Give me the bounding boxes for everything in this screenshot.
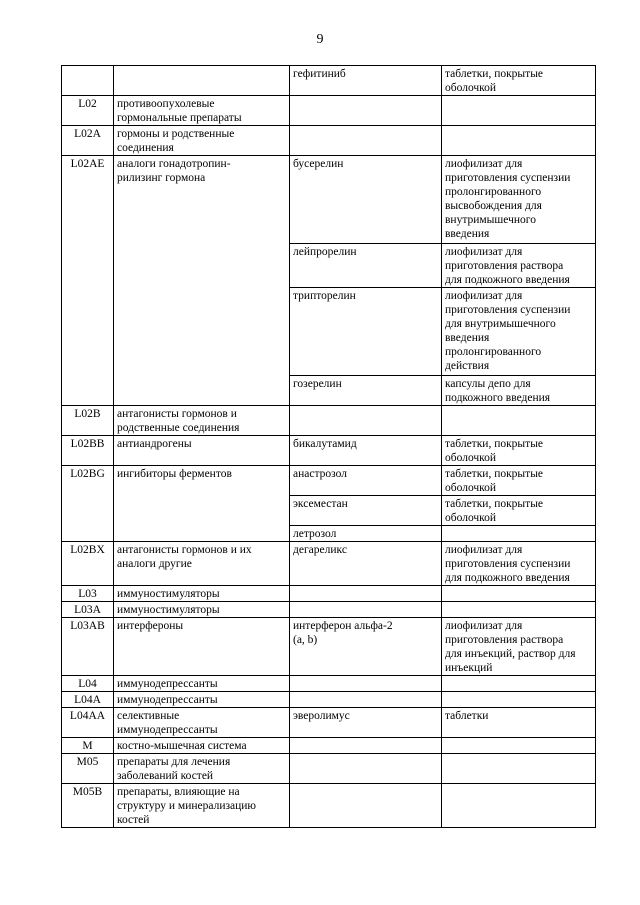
form-cell: лиофилизат для приготовления раствора для подкожного введения <box>442 244 596 288</box>
form-cell <box>442 602 596 618</box>
table-row <box>62 288 596 376</box>
form-cell: таблетки, покрытые оболочкой <box>442 466 596 496</box>
drug-cell: бикалутамид <box>290 436 442 466</box>
drug-table <box>61 65 596 828</box>
form-cell: лиофилизат для приготовления суспензии для внутримышечного введения пролонгированного действия <box>442 288 596 376</box>
code-cell: L03 <box>62 586 114 602</box>
group-cell: противоопухолевые гормональные препараты <box>114 96 290 126</box>
form-cell <box>442 406 596 436</box>
group-cell: антиандрогены <box>114 436 290 466</box>
group-cell: интерфероны <box>114 618 290 676</box>
drug-cell <box>290 676 442 692</box>
code-cell: L02BG <box>62 466 114 496</box>
form-cell: таблетки, покрытые оболочкой <box>442 436 596 466</box>
form-cell: капсулы депо для подкожного введения <box>442 376 596 406</box>
group-cell: иммуностимуляторы <box>114 586 290 602</box>
form-cell <box>442 784 596 828</box>
table-row <box>62 618 596 676</box>
table-row <box>62 692 596 708</box>
group-cell: препараты для лечения заболеваний костей <box>114 754 290 784</box>
form-cell: лиофилизат для приготовления суспензии пролонгированного высвобождения для внутримышечного введения <box>442 156 596 244</box>
group-cell <box>114 376 290 406</box>
drug-cell <box>290 602 442 618</box>
drug-cell <box>290 126 442 156</box>
group-cell: иммуностимуляторы <box>114 602 290 618</box>
drug-cell: гозерелин <box>290 376 442 406</box>
code-cell <box>62 496 114 526</box>
drug-cell: анастрозол <box>290 466 442 496</box>
drug-cell: эверолимус <box>290 708 442 738</box>
code-cell: L02AE <box>62 156 114 244</box>
form-cell <box>442 126 596 156</box>
code-cell: L03A <box>62 602 114 618</box>
group-cell <box>114 288 290 376</box>
drug-cell: эксеместан <box>290 496 442 526</box>
table-row <box>62 126 596 156</box>
form-cell <box>442 692 596 708</box>
code-cell: L02A <box>62 126 114 156</box>
code-cell <box>62 526 114 542</box>
group-cell: антагонисты гормонов и их аналоги другие <box>114 542 290 586</box>
form-cell: лиофилизат для приготовления суспензии для подкожного введения <box>442 542 596 586</box>
form-cell <box>442 754 596 784</box>
table-row <box>62 526 596 542</box>
drug-cell: летрозол <box>290 526 442 542</box>
code-cell <box>62 244 114 288</box>
table-row <box>62 676 596 692</box>
code-cell: L02B <box>62 406 114 436</box>
table-row <box>62 406 596 436</box>
table-row <box>62 466 596 496</box>
code-cell <box>62 66 114 96</box>
table-row <box>62 602 596 618</box>
table-row <box>62 496 596 526</box>
drug-cell: бусерелин <box>290 156 442 244</box>
drug-cell: лейпрорелин <box>290 244 442 288</box>
table-row <box>62 376 596 406</box>
page-number: 9 <box>316 32 324 47</box>
table-row <box>62 244 596 288</box>
drug-cell: гефитиниб <box>290 66 442 96</box>
form-cell <box>442 586 596 602</box>
group-cell <box>114 496 290 526</box>
group-cell <box>114 244 290 288</box>
drug-cell <box>290 406 442 436</box>
table-row <box>62 784 596 828</box>
code-cell: L04 <box>62 676 114 692</box>
drug-cell <box>290 754 442 784</box>
code-cell: L03AB <box>62 618 114 676</box>
drug-cell <box>290 784 442 828</box>
group-cell: антагонисты гормонов и родственные соединения <box>114 406 290 436</box>
drug-cell: интерферон альфа-2 (a, b) <box>290 618 442 676</box>
table-row <box>62 708 596 738</box>
form-cell: таблетки, покрытые оболочкой <box>442 496 596 526</box>
drug-cell <box>290 96 442 126</box>
form-cell <box>442 676 596 692</box>
group-cell: аналоги гонадотропин- рилизинг гормона <box>114 156 290 244</box>
group-cell: иммунодепрессанты <box>114 676 290 692</box>
group-cell <box>114 66 290 96</box>
code-cell <box>62 288 114 376</box>
code-cell: L02BX <box>62 542 114 586</box>
code-cell: L04AA <box>62 708 114 738</box>
code-cell <box>62 376 114 406</box>
table-row <box>62 96 596 126</box>
drug-cell <box>290 738 442 754</box>
drug-cell <box>290 586 442 602</box>
table-row <box>62 156 596 244</box>
group-cell: ингибиторы ферментов <box>114 466 290 496</box>
drug-cell: дегареликс <box>290 542 442 586</box>
form-cell: лиофилизат для приготовления раствора для инъекций, раствор для инъекций <box>442 618 596 676</box>
group-cell: иммунодепрессанты <box>114 692 290 708</box>
code-cell: M05B <box>62 784 114 828</box>
table-row <box>62 754 596 784</box>
group-cell: костно-мышечная система <box>114 738 290 754</box>
group-cell: препараты, влияющие на структуру и минерализацию костей <box>114 784 290 828</box>
code-cell: L04A <box>62 692 114 708</box>
table-row <box>62 436 596 466</box>
code-cell: L02BB <box>62 436 114 466</box>
form-cell <box>442 526 596 542</box>
code-cell: L02 <box>62 96 114 126</box>
table-row <box>62 738 596 754</box>
group-cell: гормоны и родственные соединения <box>114 126 290 156</box>
table-row <box>62 586 596 602</box>
drug-cell: трипторелин <box>290 288 442 376</box>
code-cell: M <box>62 738 114 754</box>
code-cell: M05 <box>62 754 114 784</box>
table-row <box>62 542 596 586</box>
group-cell: селективные иммунодепрессанты <box>114 708 290 738</box>
form-cell: таблетки <box>442 708 596 738</box>
group-cell <box>114 526 290 542</box>
form-cell <box>442 96 596 126</box>
form-cell <box>442 738 596 754</box>
drug-cell <box>290 692 442 708</box>
form-cell: таблетки, покрытые оболочкой <box>442 66 596 96</box>
table-row <box>62 66 596 96</box>
